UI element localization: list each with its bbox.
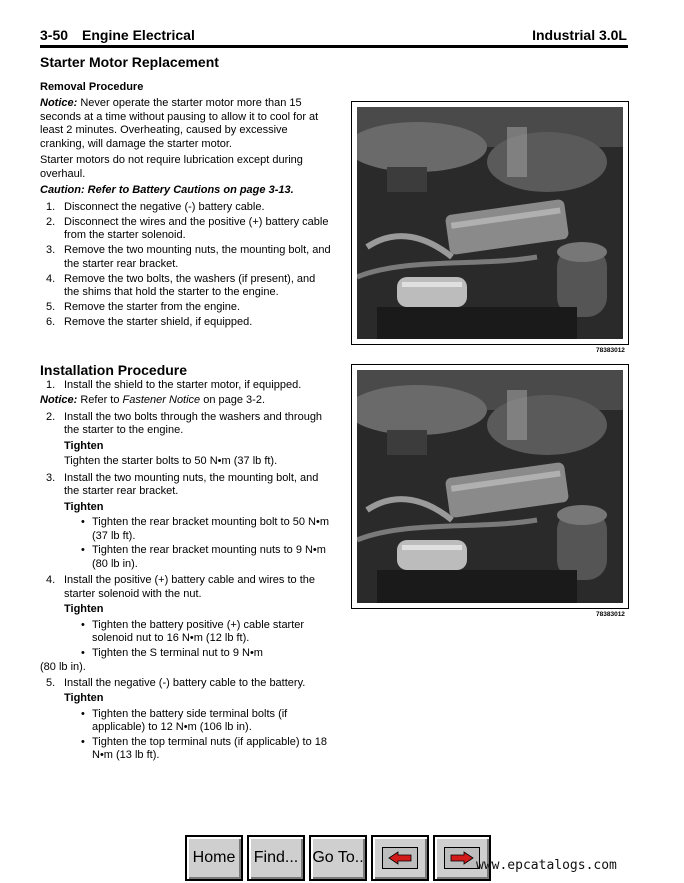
tighten-bullet-cont: (80 lb in). (40, 661, 86, 673)
tighten-bullet: • Tighten the rear bracket mounting nuts to 9 N•m (80 lb in). (81, 544, 326, 570)
lubrication-note: Starter motors do not require lubrication except during overhaul. (40, 154, 303, 180)
tighten-label: Tighten (64, 692, 104, 704)
figure-caption: 78383012 (596, 347, 625, 354)
removal-notice (40, 97, 332, 151)
tighten-label: Tighten (64, 603, 104, 615)
tighten-spec: Tighten the starter bolts to 50 N•m (37 lb ft). (64, 455, 278, 467)
removal-heading: Removal Procedure (40, 81, 144, 93)
removal-step: 2. Disconnect the wires and the positive (+) battery cable from the starter solenoid. (46, 215, 329, 241)
tighten-label: Tighten (64, 500, 104, 513)
install-step: 5. Install the negative (-) battery cable to the battery. (46, 676, 306, 689)
tighten-bullet: • Tighten the S terminal nut to 9 N•m (81, 646, 263, 659)
tighten-label: Tighten (64, 439, 104, 452)
notice-label: Notice: (40, 97, 78, 109)
arrow-left-icon (382, 847, 418, 869)
tighten-bullet: • Tighten the battery positive (+) cable starter solenoid nut to 16 N•m (12 lb ft). (81, 618, 305, 644)
page-number: 3-50 (40, 27, 69, 43)
model-name: Industrial 3.0L (532, 27, 627, 43)
header-rule (40, 45, 628, 48)
removal-step: 4. Remove the two bolts, the washers (if present), and the shims that hold the starter to the engine. (46, 272, 316, 298)
figure-caption: 78383012 (596, 611, 625, 618)
engine-photo-frame (351, 101, 629, 345)
tighten-bullet: • Tighten the battery side terminal bolts (if applicable) to 12 N•m (106 lb in). (81, 707, 288, 733)
install-step: 4. Install the positive (+) battery cable and wires to the starter solenoid with the nut. (46, 574, 315, 600)
fastener-notice: Notice: Refer to Fastener Notice on page 3-2. (40, 394, 266, 406)
engine-photo-frame (351, 364, 629, 609)
caution-note: Caution: Refer to Battery Cautions on page 3-13. (40, 184, 294, 196)
watermark: www.epcatalogs.com (476, 858, 617, 873)
install-step: 1. Install the shield to the starter motor, if equipped. (46, 379, 302, 391)
engine-photo (357, 370, 623, 603)
removal-step: 3. Remove the two mounting nuts, the mounting bolt, and the starter rear bracket. (46, 244, 331, 270)
find-button[interactable]: Find... (247, 835, 305, 881)
tighten-bullet: • Tighten the top terminal nuts (if applicable) to 18 N•m (13 lb ft). (81, 735, 328, 761)
install-step: 3. Install the two mounting nuts, the mounting bolt, and the starter rear bracket. (46, 471, 319, 497)
home-button[interactable]: Home (185, 835, 243, 881)
arrow-right-icon (444, 847, 480, 869)
page-header-left (40, 27, 195, 43)
notice-text: Never operate the starter motor more than 15 seconds at a time without pausing to allow it to cool for at least 2 minutes. Overheating, caused by excessive cranking, will damage the starter motor. (40, 97, 319, 150)
installation-section (40, 379, 332, 764)
removal-section (40, 97, 332, 331)
tighten-bullet: • Tighten the rear bracket mounting bolt to 50 N•m (37 lb ft). (81, 516, 330, 542)
engine-photo (357, 107, 623, 339)
page-title: Starter Motor Replacement (40, 54, 219, 70)
section-title: Engine Electrical (82, 27, 195, 43)
goto-button[interactable]: Go To.. (309, 835, 367, 881)
removal-step: 6. Remove the starter shield, if equipped. (46, 316, 253, 328)
nav-bar (185, 835, 495, 881)
removal-step: 5. Remove the starter from the engine. (46, 301, 241, 313)
prev-page-button[interactable] (371, 835, 429, 881)
removal-step: 1. Disconnect the negative (-) battery cable. (46, 200, 265, 213)
installation-heading: Installation Procedure (40, 362, 188, 378)
install-step: 2. Install the two bolts through the washers and through the starter to the engine. (46, 410, 323, 436)
